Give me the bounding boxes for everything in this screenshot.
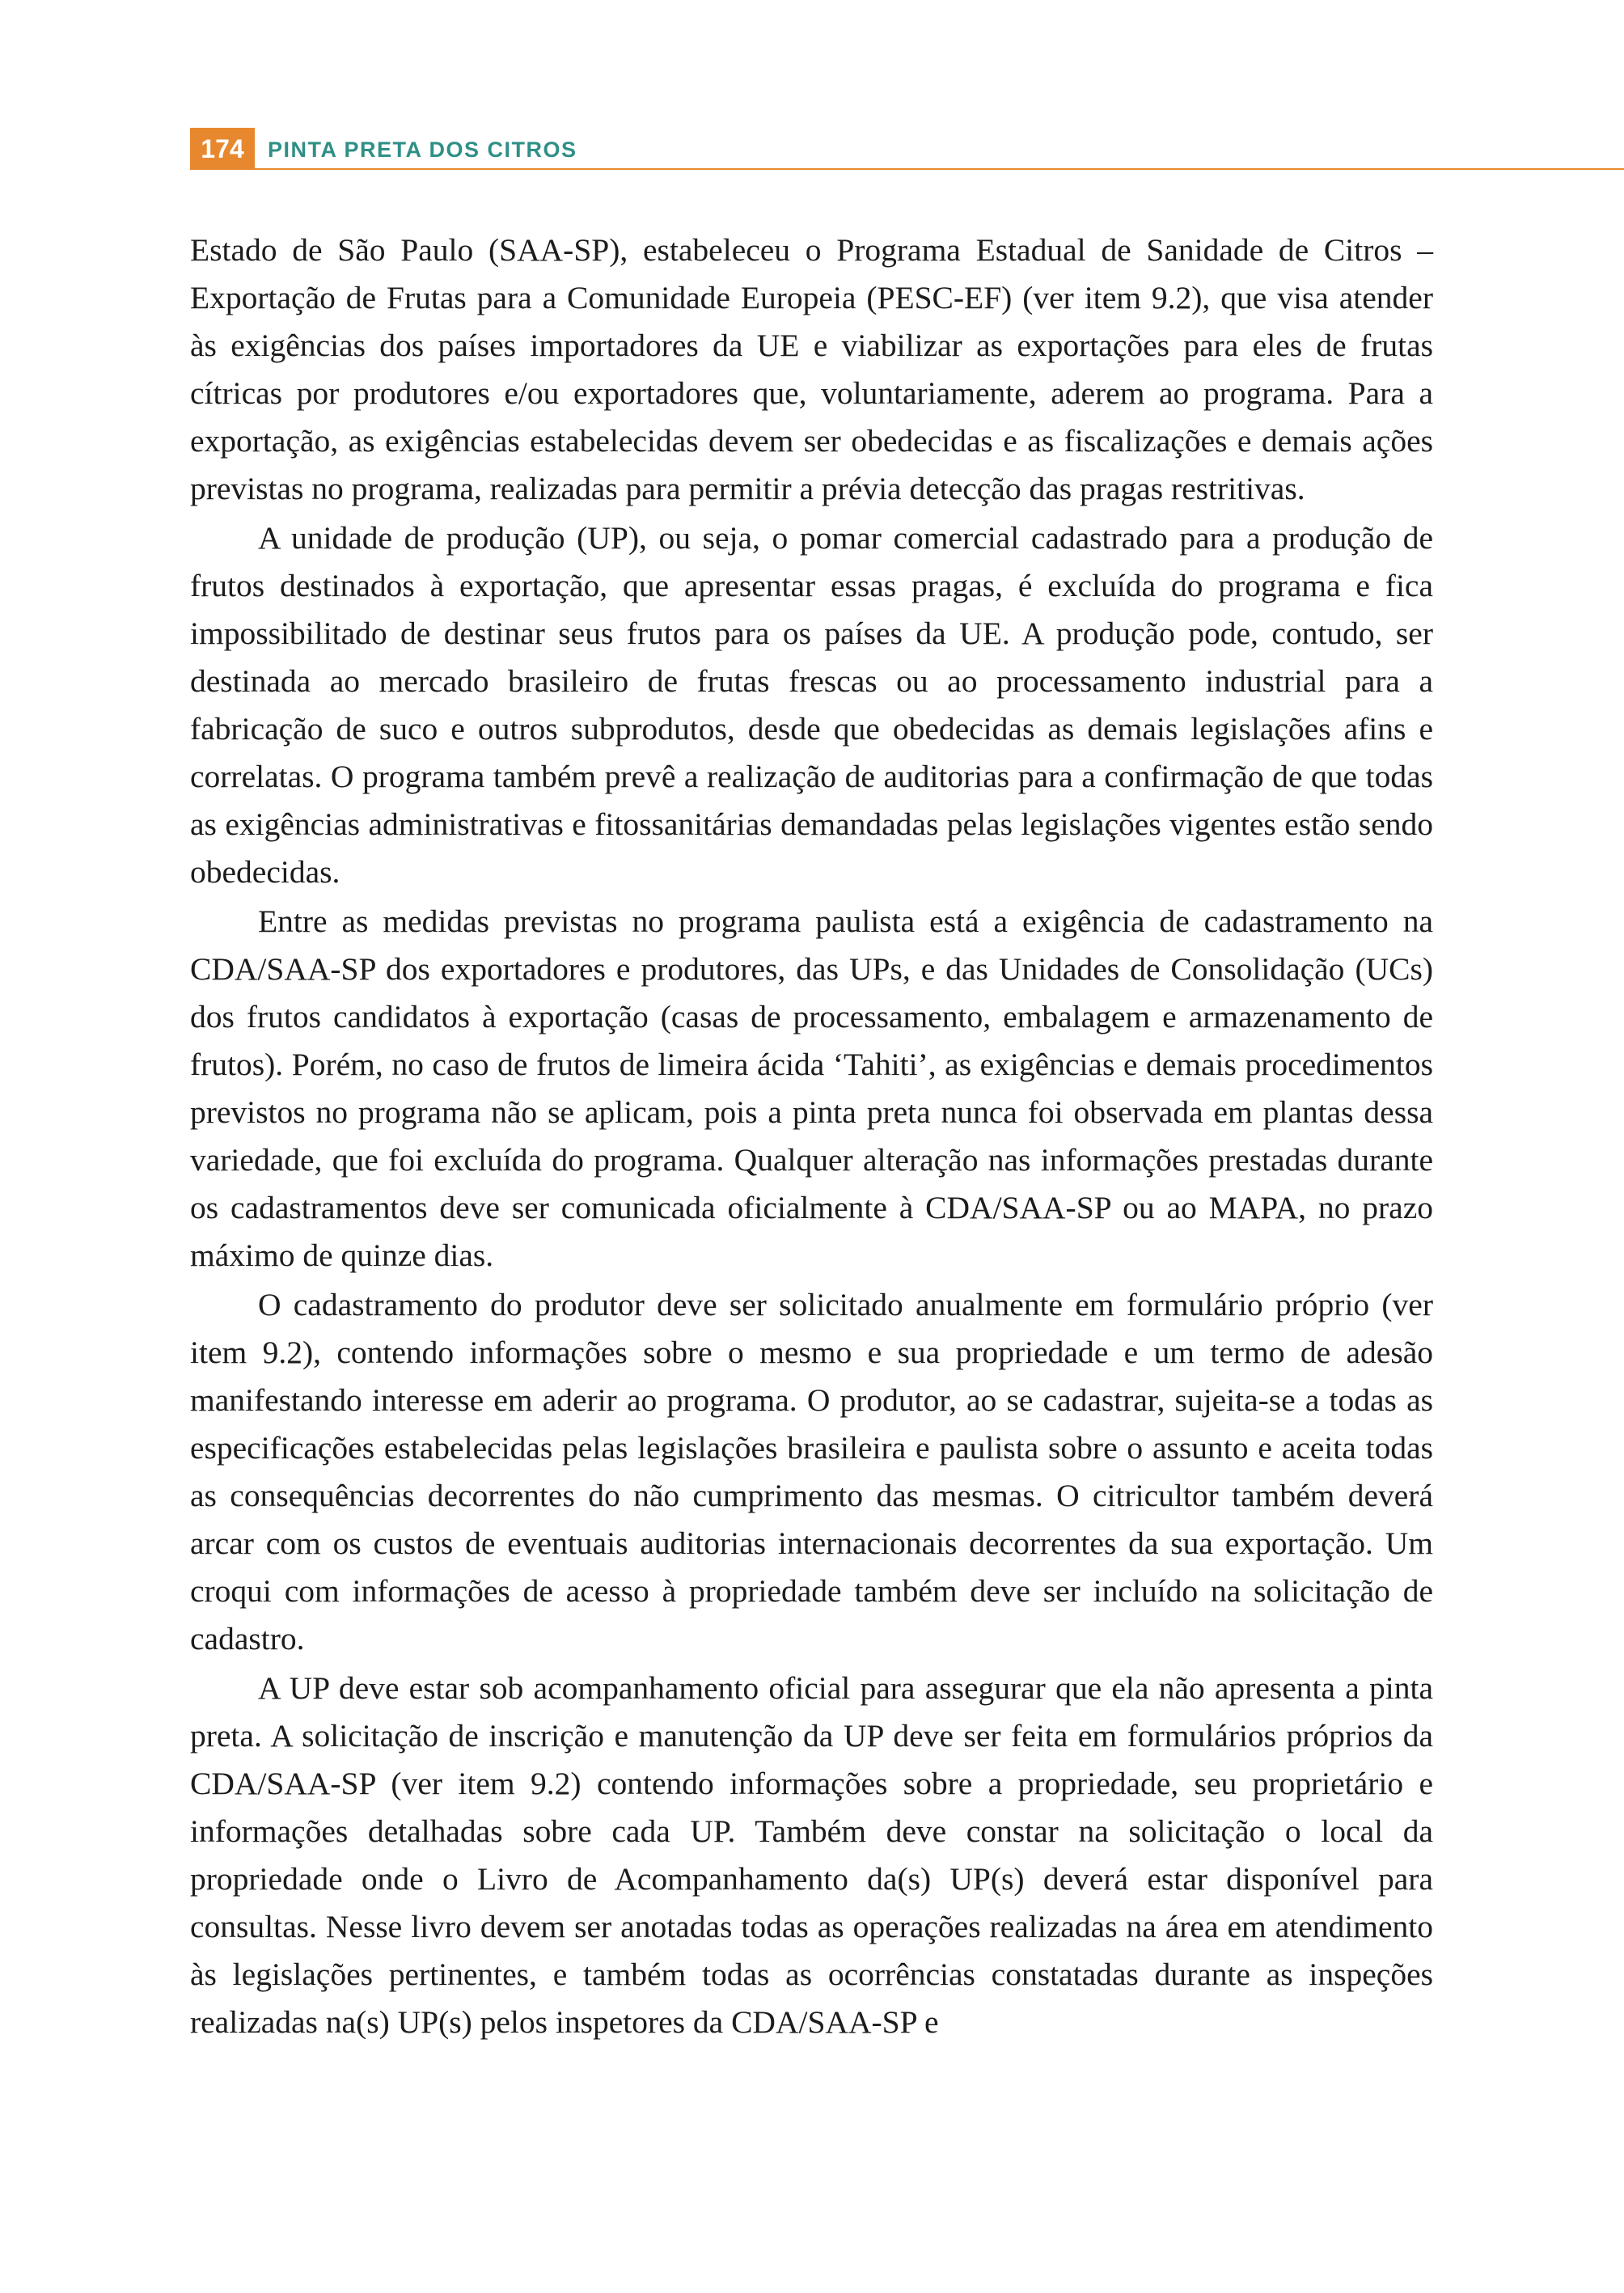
paragraph: O cadastramento do produtor deve ser solicitado anualmente em formulário próprio (ver item 9.2), contendo informações sobre o mesmo e sua propriedade e um termo de adesão manifestando interesse em aderir ao programa. O produtor, ao se cadastrar, sujeita-se a todas as especificações estabelecidas pelas legislações brasileira e paulista sobre o assunto e aceita todas as consequências decorrentes do não cumprimento das mesmas. O citricultor também deverá arcar com os custos de eventuais auditorias internacionais decorrentes da sua exportação. Um croqui com informações de acesso à propriedade também deve ser incluído na solicitação de cadastro.	[190, 1287, 1433, 1656]
running-header	[190, 128, 1624, 170]
paragraph: A UP deve estar sob acompanhamento oficial para assegurar que ela não apresenta a pinta preta. A solicitação de inscrição e manutenção da UP deve ser feita em formulários próprios da CDA/SAA-SP (ver item 9.2) contendo informações sobre a propriedade, seu proprietário e informações detalhadas sobre cada UP. Também deve constar na solicitação o local da propriedade onde o Livro de Acompanhamento da(s) UP(s) deverá estar disponível para consultas. Nesse livro devem ser anotadas todas as operações realizadas na área em atendimento às legislações pertinentes, e também todas as ocorrências constatadas durante as inspeções realizadas na(s) UP(s) pelos inspetores da CDA/SAA-SP e	[190, 1670, 1433, 2040]
running-title: PINTA PRETA DOS CITROS	[268, 137, 577, 162]
page-number: 174	[190, 128, 255, 170]
header-rule	[255, 168, 1624, 170]
body-text	[190, 226, 1433, 2046]
paragraph: Entre as medidas previstas no programa paulista está a exigência de cadastramento na CDA/SAA-SP dos exportadores e produtores, das UPs, e das Unidades de Consolidação (UCs) dos frutos candidatos à exportação (casas de processamento, embalagem e armazenamento de frutos). Porém, no caso de frutos de limeira ácida ‘Tahiti’, as exigências e demais procedimentos previstos no programa não se aplicam, pois a pinta preta nunca foi observada em plantas dessa variedade, que foi excluída do programa. Qualquer alteração nas informações prestadas durante os cadastramentos deve ser comunicada oficialmente à CDA/SAA-SP ou ao MAPA, no prazo máximo de quinze dias.	[190, 903, 1433, 1273]
paragraph: A unidade de produção (UP), ou seja, o pomar comercial cadastrado para a produção de frutos destinados à exportação, que apresentar essas pragas, é excluída do programa e fica impossibilitado de destinar seus frutos para os países da UE. A produção pode, contudo, ser destinada ao mercado brasileiro de frutas frescas ou ao processamento industrial para a fabricação de suco e outros subprodutos, desde que obedecidas as demais legislações afins e correlatas. O programa também prevê a realização de auditorias para a confirmação de que todas as exigências administrativas e fitossanitárias demandadas pelas legislações vigentes estão sendo obedecidas.	[190, 520, 1433, 890]
paragraph: Estado de São Paulo (SAA-SP), estabeleceu o Programa Estadual de Sanidade de Citros – Exportação de Frutas para a Comunidade Europeia (PESC-EF) (ver item 9.2), que visa atender às exigências dos países importadores da UE e viabilizar as exportações para eles de frutas cítricas por produtores e/ou exportadores que, voluntariamente, aderem ao programa. Para a exportação, as exigências estabelecidas devem ser obedecidas e as fiscalizações e demais ações previstas no programa, realizadas para permitir a prévia detecção das pragas restritivas.	[190, 232, 1433, 506]
